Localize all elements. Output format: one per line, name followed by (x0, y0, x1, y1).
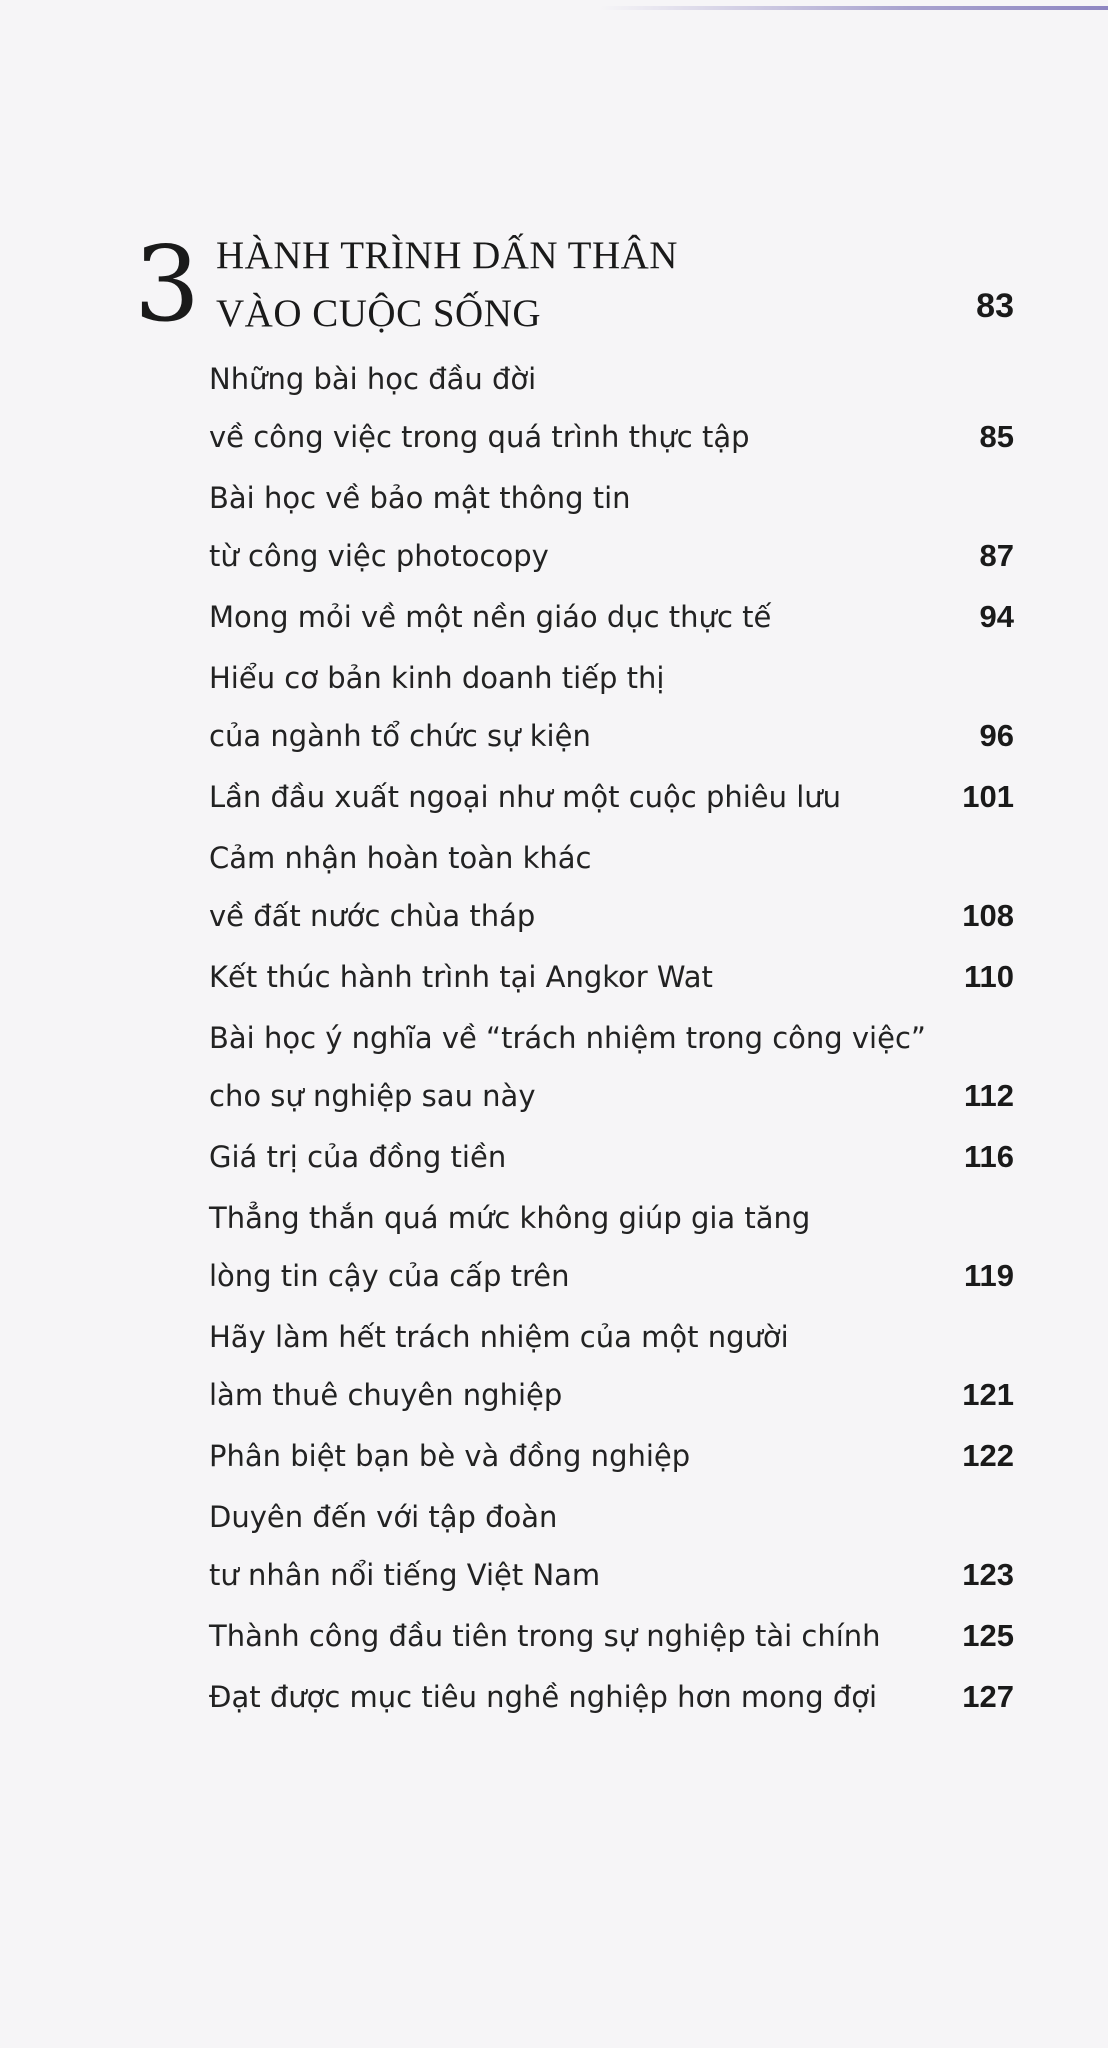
toc-entry-title (209, 649, 664, 765)
toc-entry-page-number: 96 (979, 718, 1014, 753)
toc-entry-title-line: tư nhân nổi tiếng Việt Nam (209, 1558, 601, 1592)
toc-entry-title-line: Cảm nhận hoàn toàn khác (209, 841, 592, 875)
toc-entry-title (209, 768, 841, 826)
toc-entry-page-number: 101 (962, 779, 1014, 814)
toc-entry-title-line: Thành công đầu tiên trong sự nghiệp tài chính (209, 1619, 881, 1653)
toc-entry (209, 350, 1014, 466)
toc-entry-page-number: 119 (963, 1258, 1014, 1293)
toc-entry (209, 1668, 1014, 1726)
toc-entry-title (209, 1607, 881, 1665)
toc-entry-title-line: Giá trị của đồng tiền (209, 1140, 507, 1174)
toc-entry (209, 1128, 1014, 1186)
toc-entry-title (209, 1189, 810, 1305)
toc-entry-page-number: 110 (963, 959, 1014, 994)
toc-entry-title-line: Hiểu cơ bản kinh doanh tiếp thị (209, 661, 665, 695)
toc-entry-title-line: Những bài học đầu đời (209, 362, 537, 396)
chapter-title-line-2: VÀO CUỘC SỐNG (216, 292, 542, 335)
toc-entry (209, 1189, 1014, 1305)
toc-entry-title-line: Phân biệt bạn bè và đồng nghiệp (209, 1439, 691, 1473)
page-edge-shadow (600, 6, 1108, 10)
toc-entry-title-line: Kết thúc hành trình tại Angkor Wat (209, 960, 713, 994)
toc-entry (209, 948, 1014, 1006)
toc-entry-title-line: của ngành tổ chức sự kiện (209, 719, 591, 753)
chapter-number: 3 (134, 223, 201, 345)
chapter-page-number: 83 (976, 287, 1014, 325)
toc-entry (209, 768, 1014, 826)
toc-entry-title-line: về công việc trong quá trình thực tập (209, 420, 750, 454)
toc-entry-title (209, 1488, 600, 1604)
toc-entry-title-line: Thẳng thắn quá mức không giúp gia tăng (209, 1201, 811, 1235)
toc-entry-title (209, 350, 750, 466)
toc-entry-page-number: 108 (962, 898, 1014, 933)
toc-entry-page-number: 116 (963, 1139, 1014, 1174)
table-of-contents (209, 350, 1014, 1729)
toc-entry-page-number: 87 (979, 538, 1014, 573)
toc-entry (209, 588, 1014, 646)
toc-entry-page-number: 121 (962, 1377, 1014, 1412)
toc-entry-title-line: Đạt được mục tiêu nghề nghiệp hơn mong đợi (209, 1680, 878, 1714)
toc-entry-title (209, 469, 631, 585)
toc-entry-page-number: 94 (979, 599, 1014, 634)
toc-entry (209, 829, 1014, 945)
toc-entry-title-line: Hãy làm hết trách nhiệm của một người (209, 1320, 789, 1354)
toc-entry (209, 1009, 1014, 1125)
toc-entry-title (209, 1427, 690, 1485)
toc-entry (209, 469, 1014, 585)
toc-entry (209, 1607, 1014, 1665)
toc-entry-title-line: cho sự nghiệp sau này (209, 1079, 536, 1113)
toc-entry-title-line: Mong mỏi về một nền giáo dục thực tế (209, 600, 772, 634)
toc-entry-page-number: 127 (962, 1679, 1014, 1714)
toc-entry-title (209, 1308, 789, 1424)
toc-entry-title-line: làm thuê chuyên nghiệp (209, 1378, 563, 1412)
chapter-title (216, 227, 678, 343)
toc-entry-title-line: lòng tin cậy của cấp trên (209, 1259, 570, 1293)
toc-entry (209, 1308, 1014, 1424)
chapter-title-line-1: HÀNH TRÌNH DẤN THÂN (216, 234, 678, 277)
toc-entry-title-line: Bài học ý nghĩa về “trách nhiệm trong công việc” (209, 1021, 926, 1055)
toc-entry-title (209, 1128, 506, 1186)
toc-entry-title-line: về đất nước chùa tháp (209, 899, 536, 933)
toc-entry-title-line: Bài học về bảo mật thông tin (209, 481, 631, 515)
toc-entry-title (209, 1668, 877, 1726)
toc-entry-page-number: 125 (962, 1618, 1014, 1653)
toc-entry-title-line: Duyên đến với tập đoàn (209, 1500, 558, 1534)
toc-entry-page-number: 122 (962, 1438, 1014, 1473)
toc-entry-title-line: từ công việc photocopy (209, 539, 549, 573)
toc-entry (209, 1427, 1014, 1485)
toc-entry-title (209, 1009, 926, 1125)
toc-entry-title (209, 948, 713, 1006)
toc-entry-title-line: Lần đầu xuất ngoại như một cuộc phiêu lưu (209, 780, 842, 814)
toc-entry (209, 1488, 1014, 1604)
toc-entry-page-number: 123 (962, 1557, 1014, 1592)
toc-entry-page-number: 112 (963, 1078, 1014, 1113)
toc-entry-title (209, 588, 771, 646)
toc-entry-page-number: 85 (979, 419, 1014, 454)
toc-entry-title (209, 829, 591, 945)
toc-entry (209, 649, 1014, 765)
